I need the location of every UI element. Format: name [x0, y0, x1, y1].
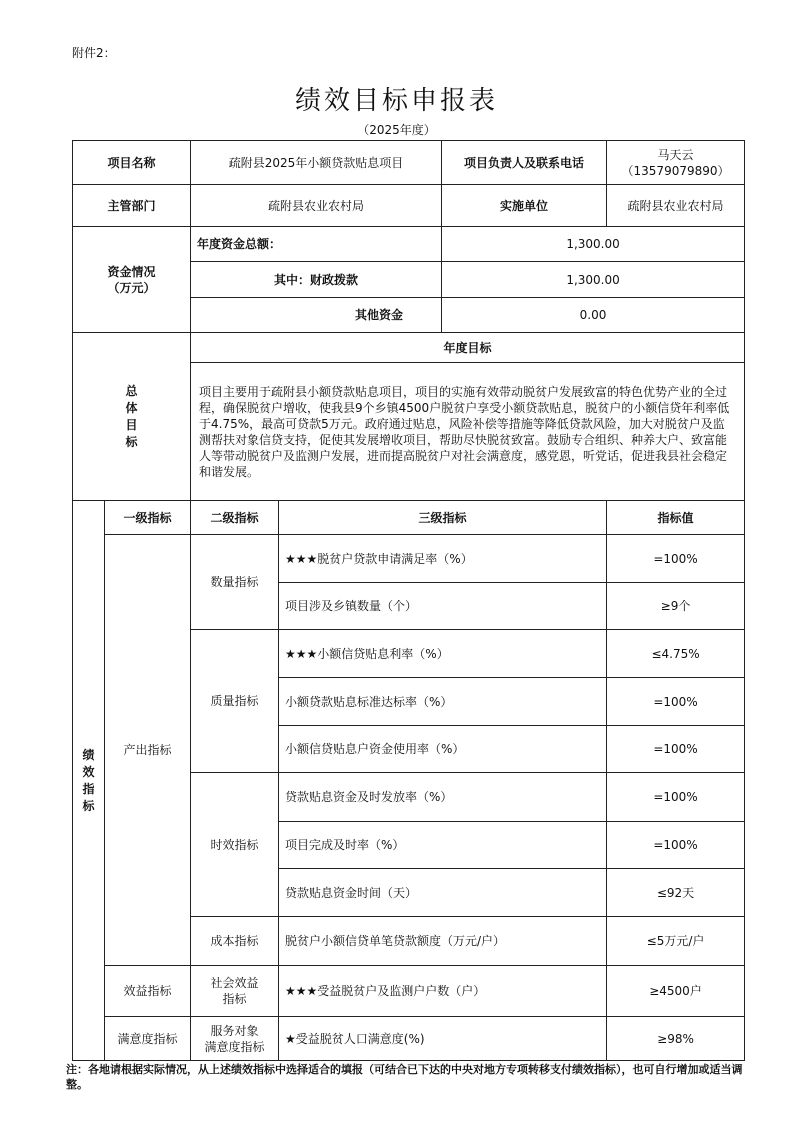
quantity-indicator-label: 数量指标: [191, 535, 279, 630]
social-benefit-line2: 指标: [222, 992, 247, 1006]
indicators-label-char: 标: [82, 798, 95, 813]
footnote: 注：各地请根据实际情况，从上述绩效指标中选择适合的填报（可结合已下达的中央对地方专项转移支付绩效指标），也可自行增加或适当调整。: [66, 1063, 743, 1091]
funds-total-label: 年度资金总额：: [191, 227, 442, 262]
indicator-value: ≤92天: [607, 869, 745, 917]
indicator-value: =100%: [607, 678, 745, 726]
impl-value: 疏附县农业农村局: [607, 185, 745, 227]
goal-label-char: 体: [125, 400, 138, 415]
indicator-value: ≥98%: [607, 1017, 745, 1061]
indicator-name: 贷款贴息资金及时发放率（%）: [279, 773, 607, 822]
contact-phone: （13579079890）: [621, 163, 730, 178]
indicator-value: ≤4.75%: [607, 630, 745, 678]
indicator-value: =100%: [607, 773, 745, 822]
indicator-name: 小额信贷贴息户资金使用率（%）: [279, 726, 607, 773]
service-satisfaction-label: [191, 1017, 279, 1061]
indicator-name: ★受益脱贫人口满意度(%): [279, 1017, 607, 1061]
indicators-label-char: 指: [82, 781, 95, 796]
quality-indicator-label: 质量指标: [191, 630, 279, 773]
social-benefit-label: [191, 966, 279, 1017]
col-level3-header: 三级指标: [279, 501, 607, 535]
goal-header: 年度目标: [191, 333, 745, 363]
funds-label-line2: （万元）: [107, 280, 156, 295]
indicator-name: ★★★受益脱贫户及监测户户数（户）: [279, 966, 607, 1017]
indicators-label: [73, 501, 105, 1061]
funds-fiscal-label: 其中：财政拨款: [191, 262, 442, 298]
indicator-value: ≤5万元/户: [607, 917, 745, 966]
funds-other-label: 其他资金: [191, 298, 442, 333]
satisfaction-indicator-label: 满意度指标: [105, 1017, 191, 1061]
dept-value: 疏附县农业农村局: [191, 185, 442, 227]
goal-text: 项目主要用于疏附县小额贷款贴息项目，项目的实施有效带动脱贫户发展致富的特色优势产业的全过程，确保脱贫户增收，使我县9个乡镇4500户脱贫户享受小额贷款贴息，脱贫户的小额信贷年利率低于4.75%，最高可贷款5万元。政府通过贴息，风险补偿等措施等降低贷款风险，加大对脱贫户及监测帮扶对象信贷支持，促使其发展增收项目，帮助尽快脱贫致富。鼓励专合组织、种养大户、致富能人等带动脱贫户及监测户发展，进而提高脱贫户对社会满意度，感党恩，听党话，促进我县社会稳定和谐发展。: [191, 363, 745, 501]
contact-name: 马天云: [657, 147, 694, 162]
funds-fiscal-value: 1,300.00: [442, 262, 745, 298]
indicator-value: ≥4500户: [607, 966, 745, 1017]
goal-label: [73, 333, 191, 501]
goal-label-char: 总: [125, 383, 138, 398]
indicator-value: =100%: [607, 726, 745, 773]
performance-target-table: [72, 140, 745, 1061]
col-level2-header: 二级指标: [191, 501, 279, 535]
indicators-label-char: 绩: [82, 747, 95, 762]
benefit-indicator-label: 效益指标: [105, 966, 191, 1017]
goal-label-char: 标: [125, 434, 138, 449]
year-label: （2025年度）: [357, 123, 436, 137]
col-level1-header: 一级指标: [105, 501, 191, 535]
indicator-name: ★★★脱贫户贷款申请满足率（%）: [279, 535, 607, 583]
indicator-value: =100%: [607, 535, 745, 583]
contact-label: 项目负责人及联系电话: [442, 141, 607, 185]
output-indicator-label: 产出指标: [105, 535, 191, 966]
goal-label-char: 目: [125, 417, 138, 432]
indicator-name: 项目涉及乡镇数量（个）: [279, 583, 607, 630]
contact-value: [607, 141, 745, 185]
dept-label: 主管部门: [73, 185, 191, 227]
project-name-value: 疏附县2025年小额贷款贴息项目: [191, 141, 442, 185]
attachment-label: 附件2：: [72, 46, 116, 60]
project-name-label: 项目名称: [73, 141, 191, 185]
cost-indicator-label: 成本指标: [191, 917, 279, 966]
social-benefit-line1: 社会效益: [210, 976, 259, 990]
indicator-name: 项目完成及时率（%）: [279, 822, 607, 869]
service-satisfaction-line2: 满意度指标: [204, 1039, 265, 1054]
timeliness-indicator-label: 时效指标: [191, 773, 279, 917]
indicators-label-char: 效: [82, 764, 95, 779]
funds-total-value: 1,300.00: [442, 227, 745, 262]
indicator-value: =100%: [607, 822, 745, 869]
col-value-header: 指标值: [607, 501, 745, 535]
funds-other-value: 0.00: [442, 298, 745, 333]
service-satisfaction-line1: 服务对象: [210, 1023, 259, 1038]
funds-label: [73, 227, 191, 333]
indicator-name: ★★★小额信贷贴息利率（%）: [279, 630, 607, 678]
indicator-value: ≥9个: [607, 583, 745, 630]
funds-label-line1: 资金情况: [107, 264, 156, 279]
impl-label: 实施单位: [442, 185, 607, 227]
page-title: 绩效目标申报表: [294, 86, 498, 116]
indicator-name: 小额贷款贴息标准达标率（%）: [279, 678, 607, 726]
indicator-name: 脱贫户小额信贷单笔贷款额度（万元/户）: [279, 917, 607, 966]
indicator-name: 贷款贴息资金时间（天）: [279, 869, 607, 917]
